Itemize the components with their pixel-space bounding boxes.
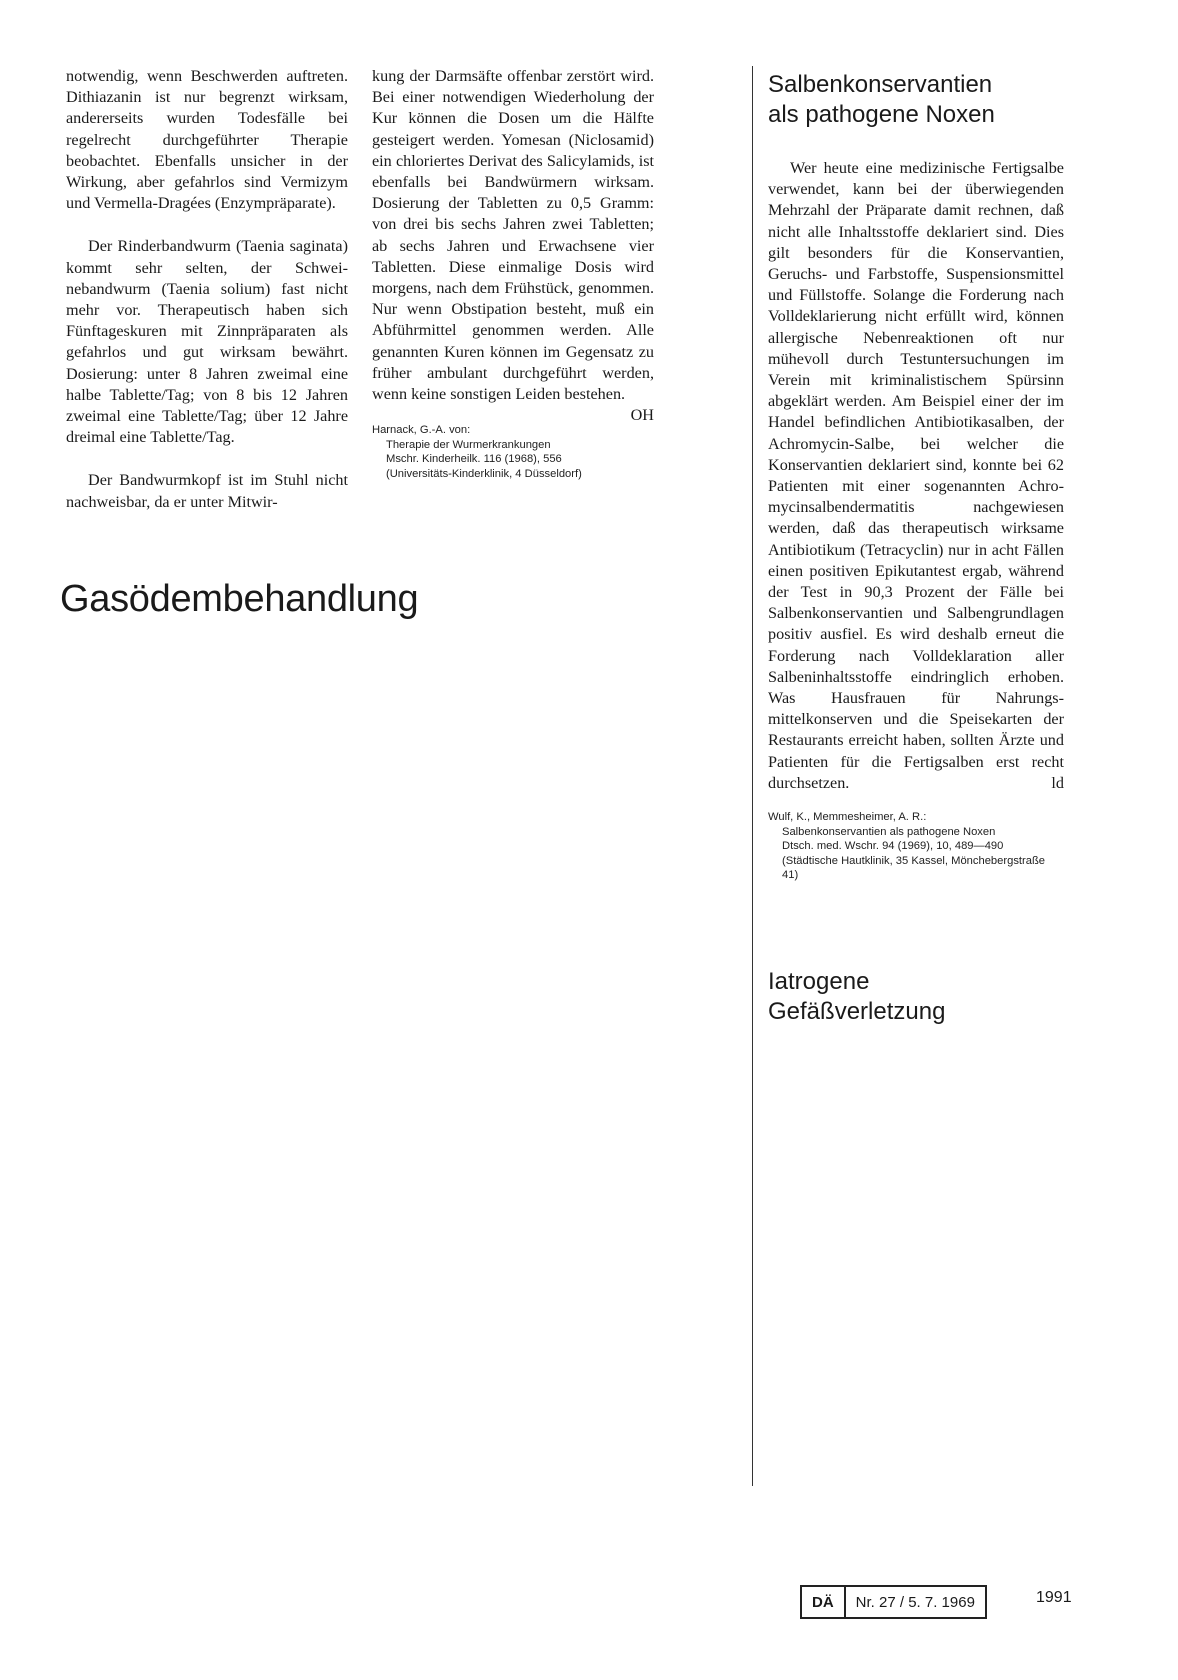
reference-line: (Städtische Hautklinik, 35 Kassel, Mönchebergstraße 41) <box>782 854 1046 882</box>
title-line: Iatrogene <box>768 968 870 996</box>
issue-number: Nr. 27 / 5. 7. 1969 <box>855 1593 975 1611</box>
title-line: Salbenkonservantien <box>768 71 993 98</box>
reference-line: (Universitäts-Kinderklinik, 4 Düsseldorf) <box>386 468 582 481</box>
article-headline <box>60 578 620 621</box>
title-line: Gefäßverletzung <box>768 998 946 1026</box>
body-paragraph <box>768 158 1064 794</box>
reference <box>372 423 654 481</box>
journal-logo: DÄ <box>802 1587 846 1617</box>
reference-line: Dtsch. med. Wschr. 94 (1969), 10, 489—490 <box>782 840 1004 853</box>
author-initials: OH <box>630 406 654 425</box>
reference-author: Harnack, G.-A. von: <box>372 424 471 437</box>
reference-line: Therapie der Wurmerkrankungen <box>386 438 551 451</box>
issue-footer <box>800 1585 987 1619</box>
body-paragraph: Der Rinderbandwurm (Taenia saginata) kommt sehr selten, der Schweinebandwurm (Taenia solium) fast nicht mehr vor. Therapeutisch haben sich Fünftageskuren mit Zinnpräparaten als gefahrlos und gut wirksam bewährt. Dosierung: unter 8 Jahren zweimal eine halbe Tablette/Tag; von 8 bis 12 Jahren zweimal eine Tablette/Tag; über 12 Jahre dreimal eine Tablette/Tag. <box>66 237 348 447</box>
body-paragraph: notwendig, wenn Beschwerden auftreten. Dithiazanin ist nur begrenzt wirksam, andererseits wurden Todesfälle bei regelrecht durchgeführter Therapie beobachtet. Ebenfalls unsicher in der Wirkung, aber gefahrlos sind Vermizym und Vermella-Dragées (Enzympräparate). <box>66 67 348 213</box>
reference-author: Wulf, K., Memmesheimer, A. R.: <box>768 811 927 824</box>
reference <box>768 810 1064 883</box>
author-initials: ld <box>1051 773 1064 792</box>
body-paragraph <box>372 66 654 425</box>
article-title: Gasödembehandlung <box>60 578 419 620</box>
column-divider <box>752 66 753 1486</box>
body-text: Wer heute eine medizinische Fertigsalbe verwendet, kann bei der überwiegenden Mehrzahl der Präparate damit rechnen, daß nicht alle Inhaltsstoffe deklariert sind. Dies gilt besonders für die Konservantien, Geruchs- und Farbstoffe, Suspensionsmittel und Füllstoffe. Solange die Forderung nach Volldeklarierung nicht erfüllt wird, können allergische Nebenreaktionen oft nur mühevoll durch Testuntersuchungen im Verein mit kriminalistischem Spürsinn abgeklärt werden. Am Beispiel einer der im Handel befindlichen Antibiotikasalben, der Achromycin-Salbe, bei welcher die Konservantien deklariert sind, konnte bei 62 Patienten mit einer sogenannten Achromycinsalbendermatitis nachgewiesen werden, daß das therapeutisch wirksame Antibiotikum (Tetracyclin) nur in acht Fällen einen positiven Epikutantest ergab, während der Test in 90,3 Prozent der Fälle bei Salbenkonservantien und Salbengrundlagen positiv ausfiel. Es wird deshalb erneut die Forderung nach Volldeklaration aller Salbeninhaltsstoffe eindringlich erhoben. Was Hausfrauen für Nahrungsmittelkonserven und die Speisekarten der Restaurants erreicht haben, sollten Ärzte und Patienten für die Fertigsalben erst recht durchsetzen. <box>768 159 1064 792</box>
body-text: kung der Darmsäfte offenbar zerstört wird. Bei einer notwendigen Wiederholung der Kur können die Dosen um die Hälfte gesteigert werden. Yomesan (Niclosamid) ein chloriertes Derivat des Salicylamids, ist ebenfalls bei Bandwürmern wirksam. Dosierung der Tabletten zu 0,5 Gramm: von drei bis sechs Jahren zwei Tabletten; ab sechs Jahren und Erwachsene vier Tabletten. Diese einmalige Dosis wird morgens, nach dem Frühstück, genommen. Nur wenn Obstipation besteht, muß ein Abführmittel genommen werden. Alle genannten Kuren können im Gegensatz zu früher ambulant durchgeführt werden, wenn keine sonstigen Leiden bestehen. <box>372 67 654 404</box>
title-line: als pathogene Noxen <box>768 101 995 128</box>
column-top-left <box>66 66 348 535</box>
article-title <box>768 70 1064 130</box>
page-number: 1991 <box>1036 1589 1072 1606</box>
column-right <box>768 70 1064 1027</box>
reference-line: Mschr. Kinderheilk. 116 (1968), 556 <box>386 453 562 466</box>
article-title <box>768 967 1064 1027</box>
body-paragraph: Der Bandwurmkopf ist im Stuhl nicht nachweisbar, da er unter Mitwir- <box>66 471 348 511</box>
reference-line: Salbenkonservantien als pathogene Noxen <box>782 825 996 838</box>
column-top-middle <box>372 66 654 482</box>
